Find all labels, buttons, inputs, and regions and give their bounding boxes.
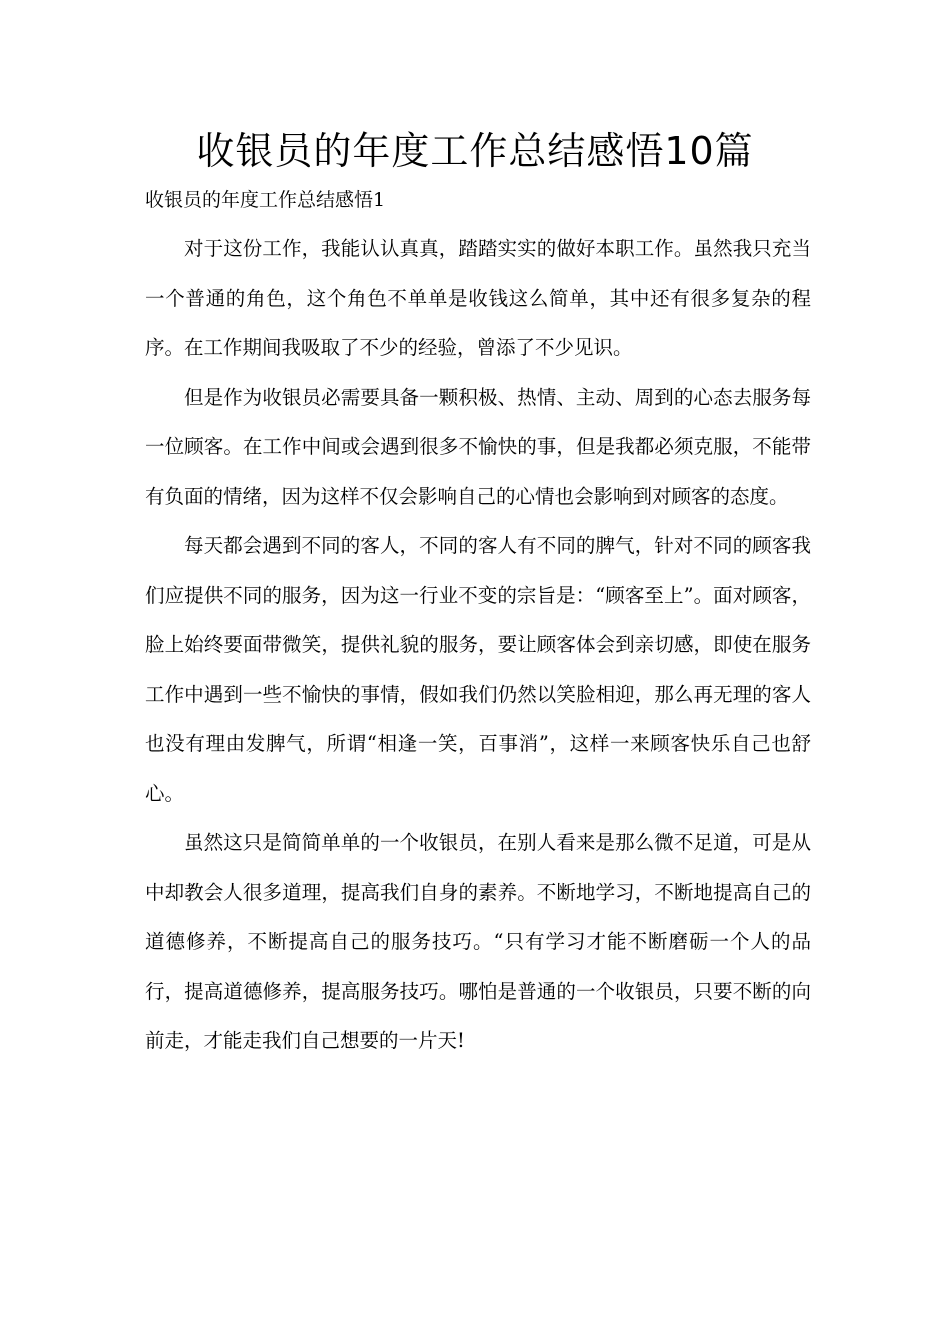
- paragraph: 每天都会遇到不同的客人，不同的客人有不同的脾气，针对不同的顾客我们应提供不同的服务，因为这一行业不变的宗旨是：“顾客至上”。面对顾客，脸上始终要面带微笑，提供礼貌的服务，要让顾客体会到亲切感，即使在服务工作中遇到一些不愉快的事情，假如我们仍然以笑脸相迎，那么再无理的客人也没有理由发脾气，所谓“相逢一笑，百事消”，这样一来顾客快乐自己也舒心。: [145, 534, 811, 805]
- document-body: [145, 224, 811, 1066]
- section-heading: 收银员的年度工作总结感悟1: [145, 189, 386, 211]
- paragraph: 虽然这只是简简单单的一个收银员，在别人看来是那么微不足道，可是从中却教会人很多道理，提高我们自身的素养。不断地学习，不断地提高自己的道德修养，不断提高自己的服务技巧。“只有学习才能不断磨砺一个人的品行，提高道德修养，提高服务技巧。哪怕是普通的一个收银员，只要不断的向前走，才能走我们自己想要的一片天!: [145, 831, 811, 1052]
- paragraph: 对于这份工作，我能认认真真，踏踏实实的做好本职工作。虽然我只充当一个普通的角色，这个角色不单单是收钱这么简单，其中还有很多复杂的程序。在工作期间我吸取了不少的经验，曾添了不少见识。: [145, 237, 811, 359]
- paragraph: 但是作为收银员必需要具备一颗积极、热情、主动、周到的心态去服务每一位顾客。在工作中间或会遇到很多不愉快的事，但是我都必须克服，不能带有负面的情绪，因为这样不仅会影响自己的心情也会影响到对顾客的态度。: [145, 385, 811, 508]
- document-title: 收银员的年度工作总结感悟10篇: [196, 129, 754, 173]
